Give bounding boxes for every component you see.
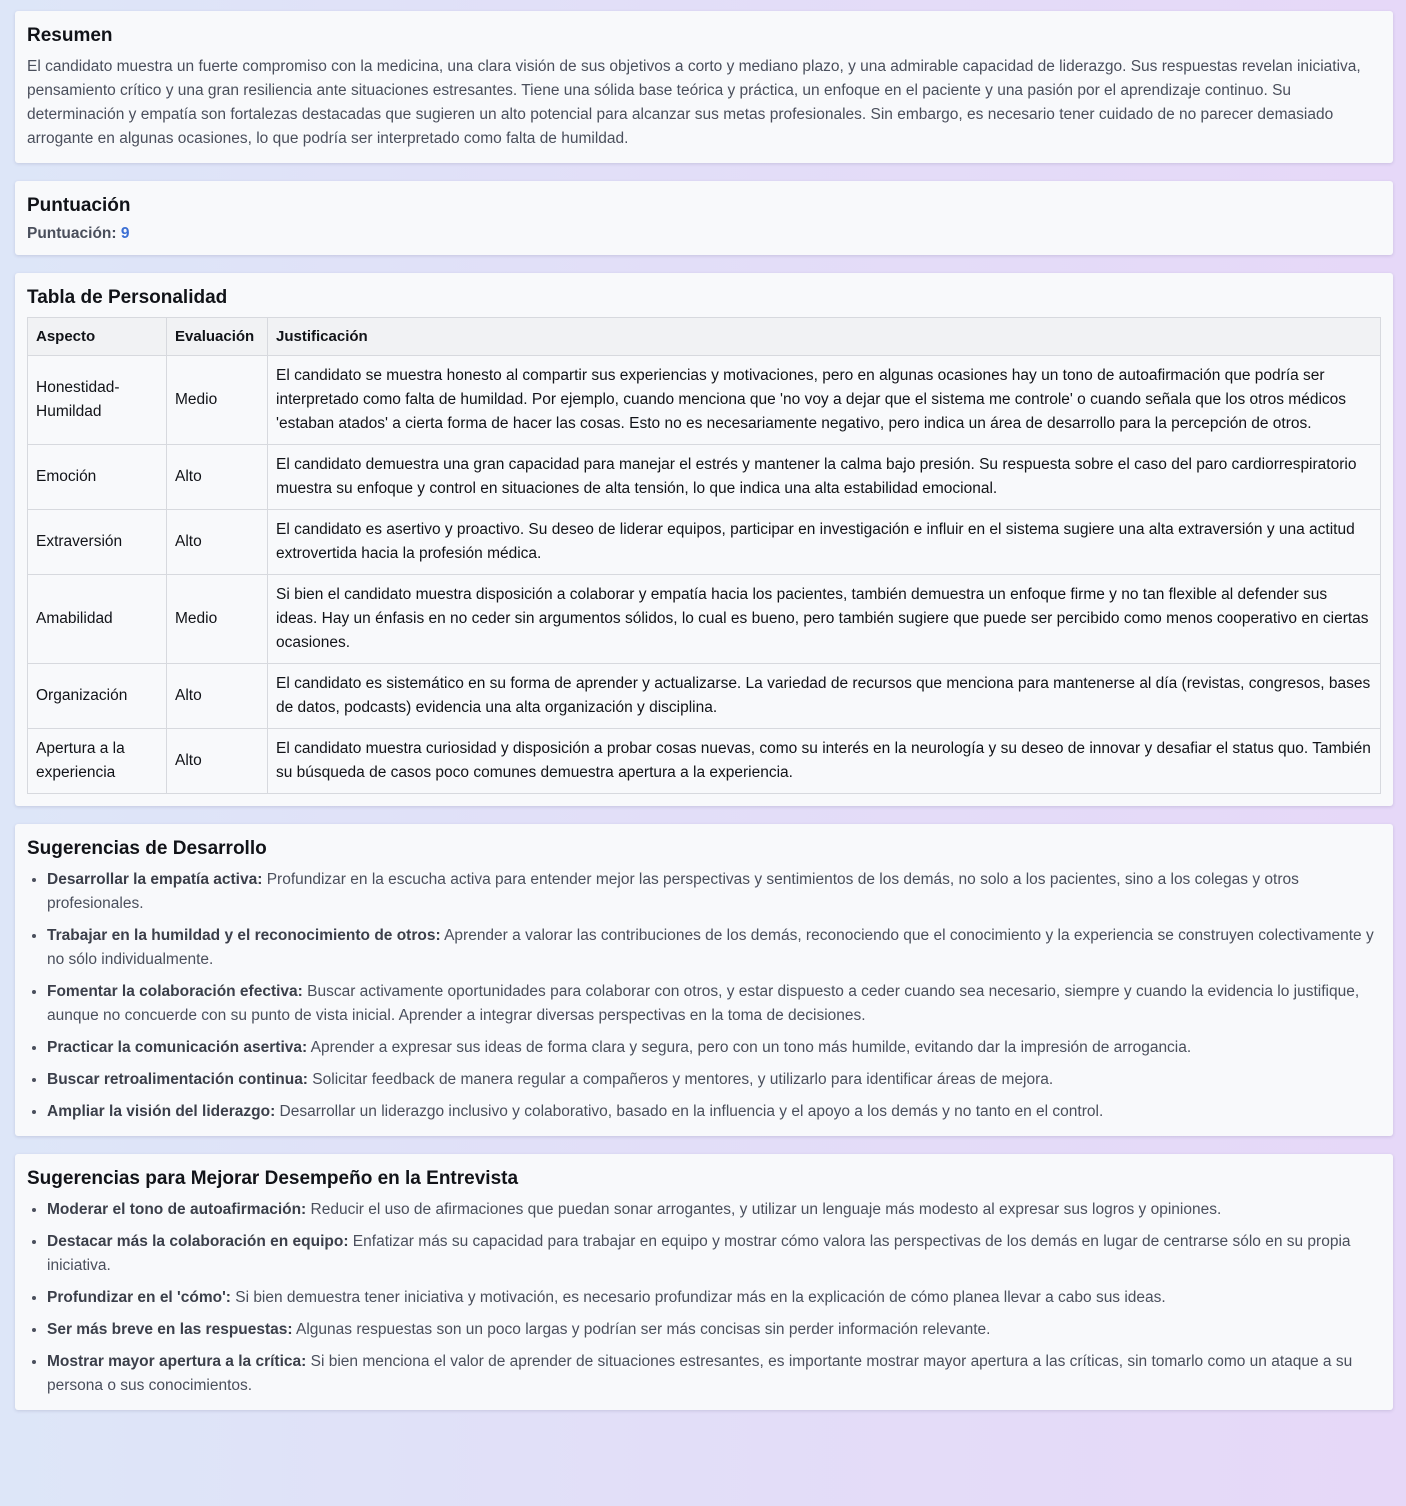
item-text: Reducir el uso de afirmaciones que puedan sonar arrogantes, y utilizar un lenguaje más modesto al expresar sus logros y opiniones. [306,1201,1222,1218]
item-label: Ampliar la visión del liderazgo: [47,1103,276,1120]
cell-aspect: Extraversión [28,510,167,575]
cell-evaluation: Alto [167,729,268,794]
score-title: Puntuación [27,195,131,216]
table-row [28,664,1381,729]
item-text: Enfatizar más su capacidad para trabajar en equipo y mostrar cómo valora las perspectivas de los demás en lugar de centrarse sólo en su propia iniciativa. [47,1233,1351,1274]
cell-evaluation: Alto [167,445,268,510]
interview-title: Sugerencias para Mejorar Desempeño en la Entrevista [27,1168,519,1189]
cell-justification: El candidato es sistemático en su forma de aprender y actualizarse. La variedad de recursos que menciona para mantenerse al día (revistas, congresos, bases de datos, podcasts) evidencia una alta organización y disciplina. [268,664,1381,729]
item-label: Mostrar mayor apertura a la crítica: [47,1353,307,1370]
list-item [47,1350,1381,1398]
cell-justification: El candidato muestra curiosidad y disposición a probar cosas nuevas, como su interés en la neurología y su deseo de innovar y desafiar el status quo. También su búsqueda de casos poco comunes demuestra apertura a la experiencia. [268,729,1381,794]
cell-justification: El candidato se muestra honesto al compartir sus experiencias y motivaciones, pero en algunas ocasiones hay un tono de autoafirmación que podría ser interpretado como falta de humildad. Por ejemplo, cuando menciona que 'no voy a dejar que el sistema me controle' o cuando señala que los otros médicos 'estaban atados' a cierta forma de hacer las cosas. Esto no es necesariamente negativo, pero indica un área de desarrollo para la percepción de otros. [268,356,1381,445]
item-label: Ser más breve en las respuestas: [47,1321,293,1338]
list-item [47,924,1381,972]
header-justification: Justificación [268,318,1381,356]
personality-title: Tabla de Personalidad [27,287,228,308]
score-line [27,225,1381,243]
list-item [47,980,1381,1028]
cell-evaluation: Medio [167,575,268,664]
development-list [27,868,1381,1124]
list-item [47,1318,1381,1342]
summary-title: Resumen [27,25,113,46]
score-card [15,181,1393,255]
item-text: Profundizar en la escucha activa para entender mejor las perspectivas y sentimientos de los demás, no solo a los pacientes, sino a los colegas y otros profesionales. [47,871,1299,912]
item-label: Practicar la comunicación asertiva: [47,1039,308,1056]
summary-card [15,11,1393,163]
table-row [28,729,1381,794]
list-item [47,1286,1381,1310]
cell-evaluation: Alto [167,664,268,729]
development-title: Sugerencias de Desarrollo [27,838,267,859]
item-text: Solicitar feedback de manera regular a compañeros y mentores, y utilizarlo para identificar áreas de mejora. [307,1071,1054,1088]
item-label: Desarrollar la empatía activa: [47,871,263,888]
list-item [47,1036,1381,1060]
list-item [47,1100,1381,1124]
score-label: Puntuación: [27,225,117,242]
item-label: Fomentar la colaboración efectiva: [47,983,303,1000]
item-text: Desarrollar un liderazgo inclusivo y colaborativo, basado en la influencia y el apoyo a los demás y no tanto en el control. [275,1103,1104,1120]
item-label: Destacar más la colaboración en equipo: [47,1233,349,1250]
item-text: Si bien demuestra tener iniciativa y motivación, es necesario profundizar más en la explicación de cómo planea llevar a cabo sus ideas. [230,1289,1166,1306]
cell-aspect: Organización [28,664,167,729]
cell-evaluation: Medio [167,356,268,445]
header-evaluation: Evaluación [167,318,268,356]
list-item [47,1198,1381,1222]
cell-justification: El candidato demuestra una gran capacidad para manejar el estrés y mantener la calma bajo presión. Su respuesta sobre el caso del paro cardiorrespiratorio muestra su enfoque y control en situaciones de alta tensión, lo que indica una alta estabilidad emocional. [268,445,1381,510]
item-label: Profundizar en el 'cómo': [47,1289,231,1306]
item-text: Aprender a expresar sus ideas de forma clara y segura, pero con un tono más humilde, evitando dar la impresión de arrogancia. [307,1039,1192,1056]
interview-card [15,1154,1393,1410]
score-value: 9 [120,225,130,242]
item-text: Si bien menciona el valor de aprender de situaciones estresantes, es importante mostrar mayor apertura a las críticas, sin tomarlo como un ataque a su persona o sus conocimientos. [47,1353,1353,1394]
table-row [28,445,1381,510]
item-label: Trabajar en la humildad y el reconocimiento de otros: [47,927,441,944]
cell-evaluation: Alto [167,510,268,575]
list-item [47,1230,1381,1278]
item-label: Moderar el tono de autoafirmación: [47,1201,307,1218]
table-row [28,510,1381,575]
table-header-row [28,318,1381,356]
cell-aspect: Honestidad-Humildad [28,356,167,445]
summary-text: El candidato muestra un fuerte compromiso con la medicina, una clara visión de sus objetivos a corto y mediano plazo, y una admirable capacidad de liderazgo. Sus respuestas revelan iniciativa, pensamiento crítico y una gran resiliencia ante situaciones estresantes. Tiene una sólida base teórica y práctica, un enfoque en el paciente y una pasión por el aprendizaje continuo. Su determinación y empatía son fortalezas destacadas que sugieren un alto potencial para alcanzar sus metas profesionales. Sin embargo, es necesario tener cuidado de no parecer demasiado arrogante en algunas ocasiones, lo que podría ser interpretado como falta de humildad. [27,58,1361,147]
item-text: Algunas respuestas son un poco largas y podrían ser más concisas sin perder información relevante. [292,1321,991,1338]
list-item [47,1068,1381,1092]
development-card [15,824,1393,1136]
cell-justification: Si bien el candidato muestra disposición a colaborar y empatía hacia los pacientes, también demuestra un enfoque firme y no tan flexible al defender sus ideas. Hay un énfasis en no ceder sin argumentos sólidos, lo cual es bueno, pero también sugiere que puede ser percibido como menos cooperativo en ciertas ocasiones. [268,575,1381,664]
item-label: Buscar retroalimentación continua: [47,1071,308,1088]
table-row [28,575,1381,664]
table-row [28,356,1381,445]
item-text: Buscar activamente oportunidades para colaborar con otros, y estar dispuesto a ceder cuando sea necesario, siempre y cuando la evidencia lo justifique, aunque no concuerde con su punto de vista inicial. Aprender a integrar diversas perspectivas en la toma de decisiones. [47,983,1360,1024]
cell-justification: El candidato es asertivo y proactivo. Su deseo de liderar equipos, participar en investigación e influir en el sistema sugiere una alta extraversión y una actitud extrovertida hacia la profesión médica. [268,510,1381,575]
header-aspect: Aspecto [28,318,167,356]
cell-aspect: Emoción [28,445,167,510]
item-text: Aprender a valorar las contribuciones de los demás, reconociendo que el conocimiento y la experiencia se construyen colectivamente y no sólo individualmente. [47,927,1374,968]
cell-aspect: Amabilidad [28,575,167,664]
interview-list [27,1198,1381,1398]
personality-table [27,317,1381,794]
list-item [47,868,1381,916]
personality-card [15,273,1393,806]
cell-aspect: Apertura a la experiencia [28,729,167,794]
